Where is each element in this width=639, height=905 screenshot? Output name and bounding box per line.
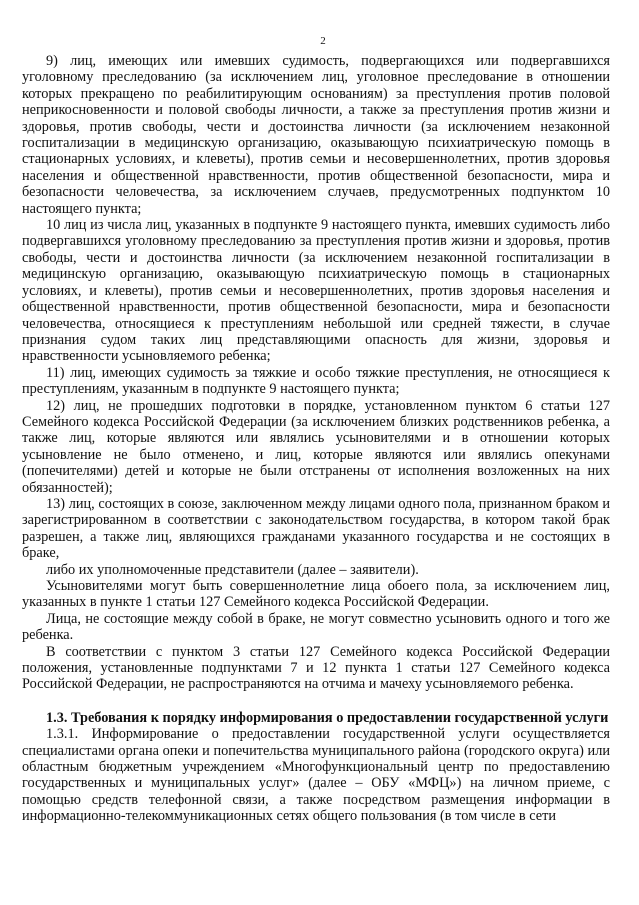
paragraph-item-10: 10 лиц из числа лиц, указанных в подпункте 9 настоящего пункта, имевших судимость либо подвергавшихся уголовному преследованию за преступления против жизни и здоровья, против свободы, чести и достоинства личности (за исключением незаконной госпитализации в медицинскую организацию, оказывающую психиатрическую помощь в стационарных условиях, и клеветы), против семьи и несовершеннолетних, против здоровья населения и общественной нравственности, против общественной безопасности, мира и безопасности человечества, относящиеся к преступлениям небольшой или средней тяжести, в случае признания судом таких лиц представляющими опасность для жизни, здоровья и нравственности усыновляемого ребенка; bbox=[22, 217, 610, 365]
section-heading: 1.3. Требования к порядку информирования о предоставлении государственной услуги bbox=[46, 709, 609, 726]
document-page bbox=[22, 0, 610, 905]
paragraph-item-9: 9) лиц, имеющих или имевших судимость, подвергающихся или подвергавшихся уголовному преследованию (за исключением лиц, уголовное преследование в отношении которых прекращено по реабилитирующим основаниям) за преступления против половой неприкосновенности и половой свободы личности, а также за преступления против жизни и здоровья, против свободы, чести и достоинства личности (за исключением незаконной госпитализации в медицинскую организацию, оказывающую психиатрическую помощь в стационарных условиях, и клеветы), против семьи и несовершеннолетних, против здоровья населения и общественной нравственности, против общественной безопасности, мира и безопасности человечества, за исключением случаев, предусмотренных подпунктом 10 настоящего пункта; bbox=[22, 53, 610, 217]
paragraph-item-11: 11) лиц, имеющих судимость за тяжкие и особо тяжкие преступления, не относящиеся к преступлениям, указанным в подпункте 9 настоящего пункта; bbox=[22, 364, 610, 398]
paragraph-representatives: либо их уполномоченные представители (далее – заявители). bbox=[46, 561, 419, 578]
section-paragraph-1-3-1: 1.3.1. Информирование о предоставлении государственной услуги осуществляется специалистами органа опеки и попечительства муниципального района (городского округа) или областным бюджетным учреждением «Многофункциональный центр по предоставлению государственных и муниципальных услуг» (далее – ОБУ «МФЦ») на личном приеме, с помощью средств телефонной связи, а также посредством размещения информации в информационно-телекоммуникационных сетях общего пользования (в том числе в сети bbox=[22, 726, 610, 825]
paragraph-unmarried: Лица, не состоящие между собой в браке, не могут совместно усыновить одного и того же ребенка. bbox=[22, 610, 610, 644]
paragraph-article-127: В соответствии с пунктом 3 статьи 127 Семейного кодекса Российской Федерации положения, установленные подпунктами 7 и 12 пункта 1 статьи 127 Семейного кодекса Российской Федерации, не распространяются на отчима и мачеху усыновляемого ребенка. bbox=[22, 643, 610, 693]
page-number: 2 bbox=[320, 35, 326, 47]
section-spacer bbox=[22, 693, 610, 710]
paragraph-item-13: 13) лиц, состоящих в союзе, заключенном между лицами одного пола, признанном браком и зарегистрированном в соответствии с законодательством государства, в котором такой брак разрешен, а также лиц, являющихся гражданами указанного государства и не состоящих в браке, bbox=[22, 495, 610, 562]
paragraph-item-12: 12) лиц, не прошедших подготовки в порядке, установленном пунктом 6 статьи 127 Семейного кодекса Российской Федерации (за исключением близких родственников ребенка, а также лиц, которые являются или являлись усыновителями и в отношении которых усыновление не было отменено, и лиц, которые являются или являлись опекунами (попечителями) детей и которые не были отстранены от исполнения возложенных на них обязанностей); bbox=[22, 397, 610, 496]
paragraph-adopters: Усыновителями могут быть совершеннолетние лица обоего пола, за исключением лиц, указанных в пункте 1 статьи 127 Семейного кодекса Российской Федерации. bbox=[22, 578, 610, 611]
